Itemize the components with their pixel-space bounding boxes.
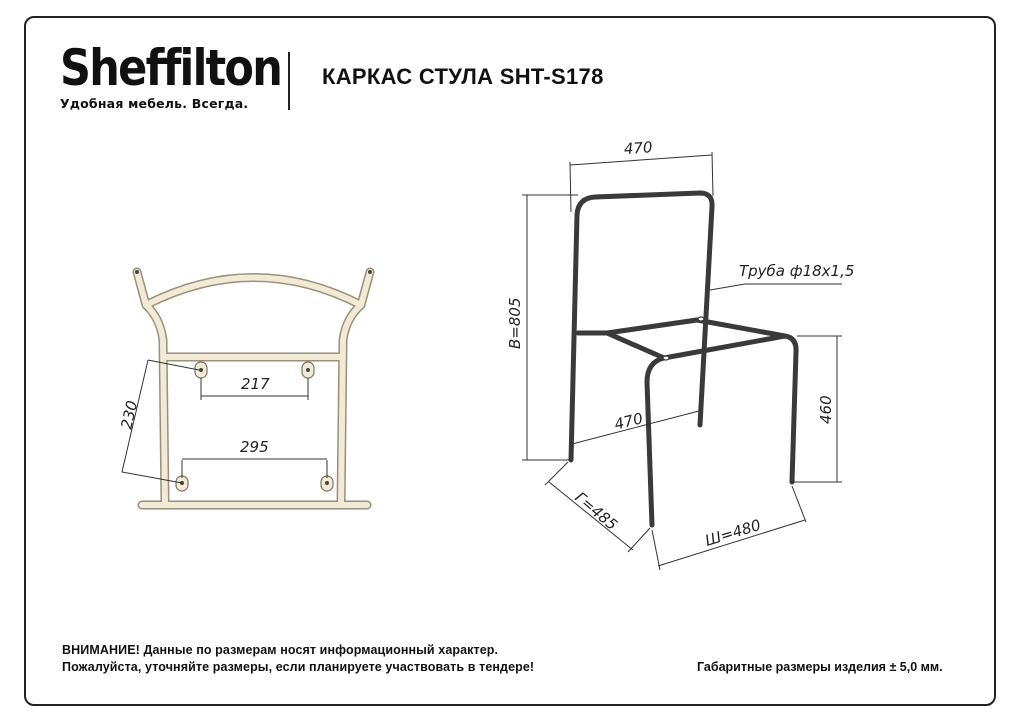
side-mount-height-label: 230 — [117, 398, 142, 431]
front-dimension-lines — [122, 360, 327, 483]
depth-label: Г=485 — [571, 488, 621, 534]
lower-mount-spacing-label: 295 — [240, 438, 269, 456]
brand-tagline: Удобная мебель. Всегда. — [60, 96, 249, 111]
tube-spec-label: Труба ф18х1,5 — [739, 262, 855, 280]
chair-frame-view — [506, 138, 854, 570]
tolerance-note: Габаритные размеры изделия ± 5,0 мм. — [697, 660, 943, 674]
upper-mount-spacing-label: 217 — [241, 375, 270, 393]
warning-line-1: ВНИМАНИЕ! Данные по размерам носят информационный характер. — [62, 643, 499, 657]
seat-width-label: 470 — [612, 409, 645, 434]
chair-frame-tube — [571, 193, 796, 525]
page-title: КАРКАС СТУЛА SHT-S178 — [322, 64, 604, 89]
front-frame-view — [117, 270, 372, 505]
warning-line-2: Пожалуйста, уточняйте размеры, если планируете участвовать в тендере! — [62, 660, 535, 674]
top-width-label: 470 — [623, 138, 654, 159]
seat-height-label: 460 — [817, 395, 835, 424]
brand-name: Sheffilton — [60, 39, 282, 97]
width-label: Ш=480 — [702, 515, 763, 550]
height-label: В=805 — [506, 297, 524, 349]
